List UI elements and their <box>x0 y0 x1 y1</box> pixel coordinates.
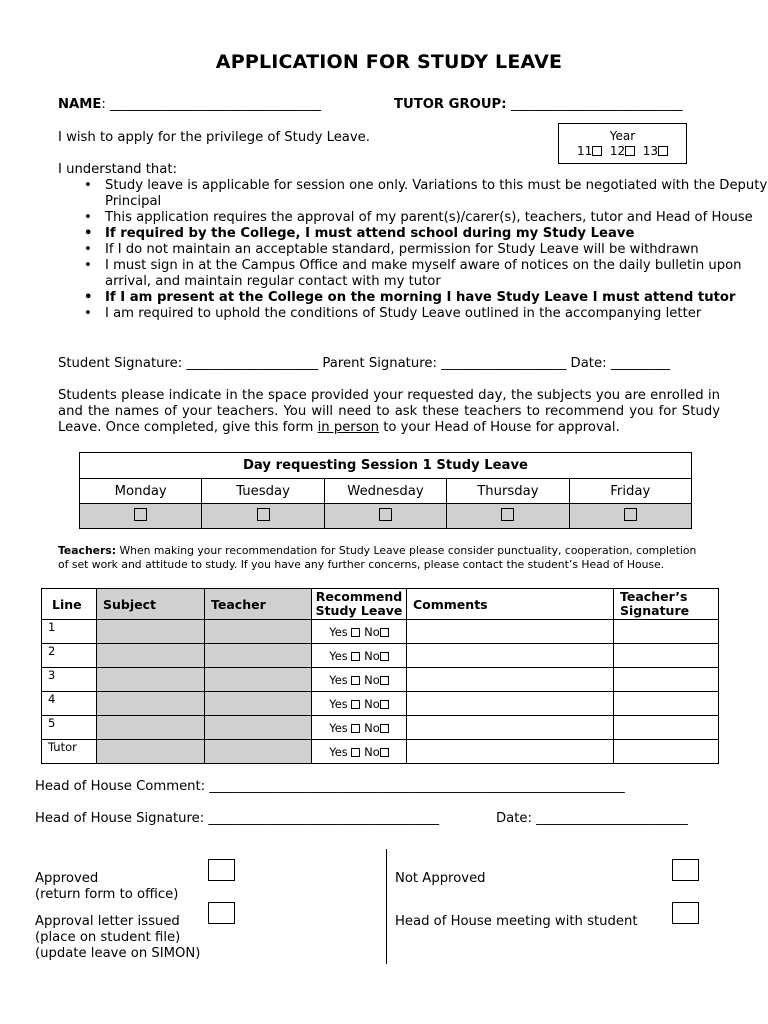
subject-cell[interactable] <box>97 716 205 740</box>
no-label: No <box>364 648 380 663</box>
no-label: No <box>364 672 380 687</box>
recommend-cell <box>312 692 407 716</box>
line-number: 1 <box>42 620 97 644</box>
recommend-cell <box>312 716 407 740</box>
recommend-cell <box>312 740 407 764</box>
conditions-list <box>58 178 768 322</box>
name-row <box>58 97 321 113</box>
approval-letter-text <box>35 914 200 962</box>
line-number: 5 <box>42 716 97 740</box>
hoh-signature-field[interactable]: Head of House Signature: ___________________________________ <box>35 811 440 826</box>
instructions-text-end: to your Head of House for approval. <box>379 420 620 435</box>
table-row <box>42 716 719 740</box>
no-checkbox[interactable] <box>380 676 389 685</box>
recommend-cell <box>312 620 407 644</box>
comments-cell[interactable] <box>407 620 614 644</box>
instructions <box>58 388 720 436</box>
signature-cell[interactable] <box>614 716 719 740</box>
signature-cell[interactable] <box>614 620 719 644</box>
approval-letter-sublabel: (place on student file) <box>35 930 181 945</box>
condition-item: • I must sign in at the Campus Office and make myself aware of notices on the daily bulletin upon arrival, and maintain regular contact with my tutor <box>58 258 768 290</box>
day-monday-checkbox[interactable] <box>134 508 147 521</box>
signature-cell[interactable] <box>614 644 719 668</box>
subject-cell[interactable] <box>97 740 205 764</box>
tutor-group-field[interactable]: __________________________ <box>511 97 683 112</box>
signatures-line[interactable]: Student Signature: ____________________ Parent Signature: ___________________ Date: _________ <box>58 356 671 371</box>
table-row <box>42 740 719 764</box>
no-label: No <box>364 624 380 639</box>
signature-cell[interactable] <box>614 740 719 764</box>
comments-cell[interactable] <box>407 668 614 692</box>
not-approved-checkbox[interactable] <box>672 859 699 881</box>
header-line: Line <box>42 589 97 620</box>
teachers-note-text: When making your recommendation for Study Leave please consider punctuality, cooperation, completion of set work and attitude to study. If you have any further concerns, please contact the student’s Head of House. <box>58 544 697 571</box>
teacher-cell[interactable] <box>205 620 312 644</box>
hoh-date-field[interactable]: Date: _______________________ <box>496 811 688 826</box>
name-label: NAME <box>58 97 102 112</box>
comments-cell[interactable] <box>407 644 614 668</box>
teacher-cell[interactable] <box>205 716 312 740</box>
year-11-checkbox[interactable] <box>592 146 602 156</box>
instructions-text: Students please indicate in the space provided your requested day, the subjects you are enrolled in and the names of your teachers. You will need to ask these teachers to recommend you for Study Leave. Once completed, give this form <box>58 388 720 435</box>
teacher-cell[interactable] <box>205 692 312 716</box>
page-title: APPLICATION FOR STUDY LEAVE <box>215 51 563 73</box>
day-wednesday-label: Wednesday <box>324 479 446 504</box>
day-tuesday-cell <box>202 504 324 529</box>
subject-cell[interactable] <box>97 668 205 692</box>
year-label: Year <box>609 129 636 143</box>
comments-cell[interactable] <box>407 716 614 740</box>
year-12-checkbox[interactable] <box>625 146 635 156</box>
condition-item: • If I am present at the College on the morning I have Study Leave I must attend tutor <box>58 290 768 306</box>
year-13-checkbox[interactable] <box>658 146 668 156</box>
comments-cell[interactable] <box>407 692 614 716</box>
no-label: No <box>364 744 380 759</box>
approved-text <box>35 871 178 903</box>
hoh-meeting-label: Head of House meeting with student <box>395 914 638 929</box>
condition-item: • If required by the College, I must attend school during my Study Leave <box>58 226 768 242</box>
condition-item: • If I do not maintain an acceptable standard, permission for Study Leave will be withdrawn <box>58 242 768 258</box>
day-thursday-cell <box>447 504 569 529</box>
approved-label: Approved <box>35 871 99 886</box>
yes-checkbox[interactable] <box>351 748 360 757</box>
header-subject: Subject <box>97 589 205 620</box>
no-checkbox[interactable] <box>380 724 389 733</box>
day-friday-checkbox[interactable] <box>624 508 637 521</box>
day-tuesday-label: Tuesday <box>202 479 324 504</box>
recommend-cell <box>312 644 407 668</box>
signature-cell[interactable] <box>614 692 719 716</box>
year-11-label: 11 <box>576 144 593 158</box>
intro-text: I wish to apply for the privilege of Study Leave. <box>58 130 370 145</box>
name-field[interactable]: : ________________________________ <box>101 97 322 112</box>
no-checkbox[interactable] <box>380 700 389 709</box>
day-wednesday-checkbox[interactable] <box>379 508 392 521</box>
day-monday-cell <box>80 504 202 529</box>
table-row <box>42 644 719 668</box>
approval-divider <box>386 849 387 964</box>
yes-label: Yes <box>329 648 348 663</box>
instructions-underlined: in person <box>317 420 380 435</box>
year-13-label: 13 <box>642 144 659 158</box>
yes-checkbox[interactable] <box>351 676 360 685</box>
comments-cell[interactable] <box>407 740 614 764</box>
condition-item: • I am required to uphold the conditions of Study Leave outlined in the accompanying letter <box>58 306 768 322</box>
yes-checkbox[interactable] <box>351 700 360 709</box>
subject-cell[interactable] <box>97 644 205 668</box>
subject-table <box>41 588 719 764</box>
yes-label: Yes <box>329 744 348 759</box>
hoh-comment-field[interactable]: Head of House Comment: _______________________________________________________________ <box>35 779 625 794</box>
header-recommend: Recommend Study Leave <box>312 589 407 620</box>
line-number: 3 <box>42 668 97 692</box>
line-number: 4 <box>42 692 97 716</box>
teacher-cell[interactable] <box>205 644 312 668</box>
yes-label: Yes <box>329 720 348 735</box>
day-wednesday-cell <box>324 504 446 529</box>
teacher-cell[interactable] <box>205 668 312 692</box>
teachers-note-label: Teachers: <box>58 544 117 557</box>
day-table <box>79 452 692 529</box>
subject-cell[interactable] <box>97 692 205 716</box>
no-checkbox[interactable] <box>380 748 389 757</box>
no-label: No <box>364 696 380 711</box>
yes-checkbox[interactable] <box>351 628 360 637</box>
year-options <box>559 144 686 159</box>
approval-letter-label: Approval letter issued <box>35 914 180 929</box>
teachers-note <box>58 544 698 572</box>
year-12-label: 12 <box>609 144 626 158</box>
no-checkbox[interactable] <box>380 652 389 661</box>
teacher-cell[interactable] <box>205 740 312 764</box>
recommend-cell <box>312 668 407 692</box>
approval-letter-sublabel-2: (update leave on SIMON) <box>35 946 201 961</box>
approval-letter-checkbox[interactable] <box>208 902 235 924</box>
hoh-meeting-checkbox[interactable] <box>672 902 699 924</box>
yes-label: Yes <box>329 696 348 711</box>
header-teacher: Teacher <box>205 589 312 620</box>
table-row <box>42 692 719 716</box>
yes-checkbox[interactable] <box>351 724 360 733</box>
understand-heading: I understand that: <box>58 162 177 177</box>
day-friday-cell <box>569 504 691 529</box>
approved-sublabel: (return form to office) <box>35 887 179 902</box>
no-label: No <box>364 720 380 735</box>
yes-label: Yes <box>329 672 348 687</box>
yes-label: Yes <box>329 624 348 639</box>
day-friday-label: Friday <box>569 479 691 504</box>
table-row <box>42 668 719 692</box>
tutor-group-row <box>394 97 683 113</box>
header-comments: Comments <box>407 589 614 620</box>
day-tuesday-checkbox[interactable] <box>257 508 270 521</box>
day-thursday-label: Thursday <box>447 479 569 504</box>
tutor-group-label: TUTOR GROUP: <box>394 97 512 112</box>
day-monday-label: Monday <box>80 479 202 504</box>
no-checkbox[interactable] <box>380 628 389 637</box>
table-row <box>42 620 719 644</box>
signature-cell[interactable] <box>614 668 719 692</box>
year-box <box>558 123 687 164</box>
line-number: 2 <box>42 644 97 668</box>
line-number: Tutor <box>42 740 97 764</box>
approved-checkbox[interactable] <box>208 859 235 881</box>
yes-checkbox[interactable] <box>351 652 360 661</box>
day-thursday-checkbox[interactable] <box>501 508 514 521</box>
subject-cell[interactable] <box>97 620 205 644</box>
condition-item: • This application requires the approval of my parent(s)/carer(s), teachers, tutor and Head of House <box>58 210 768 226</box>
header-signature: Teacher’s Signature <box>614 589 719 620</box>
condition-item: • Study leave is applicable for session one only. Variations to this must be negotiated with the Deputy Principal <box>58 178 768 210</box>
day-table-heading: Day requesting Session 1 Study Leave <box>80 453 692 479</box>
not-approved-label: Not Approved <box>395 871 486 886</box>
